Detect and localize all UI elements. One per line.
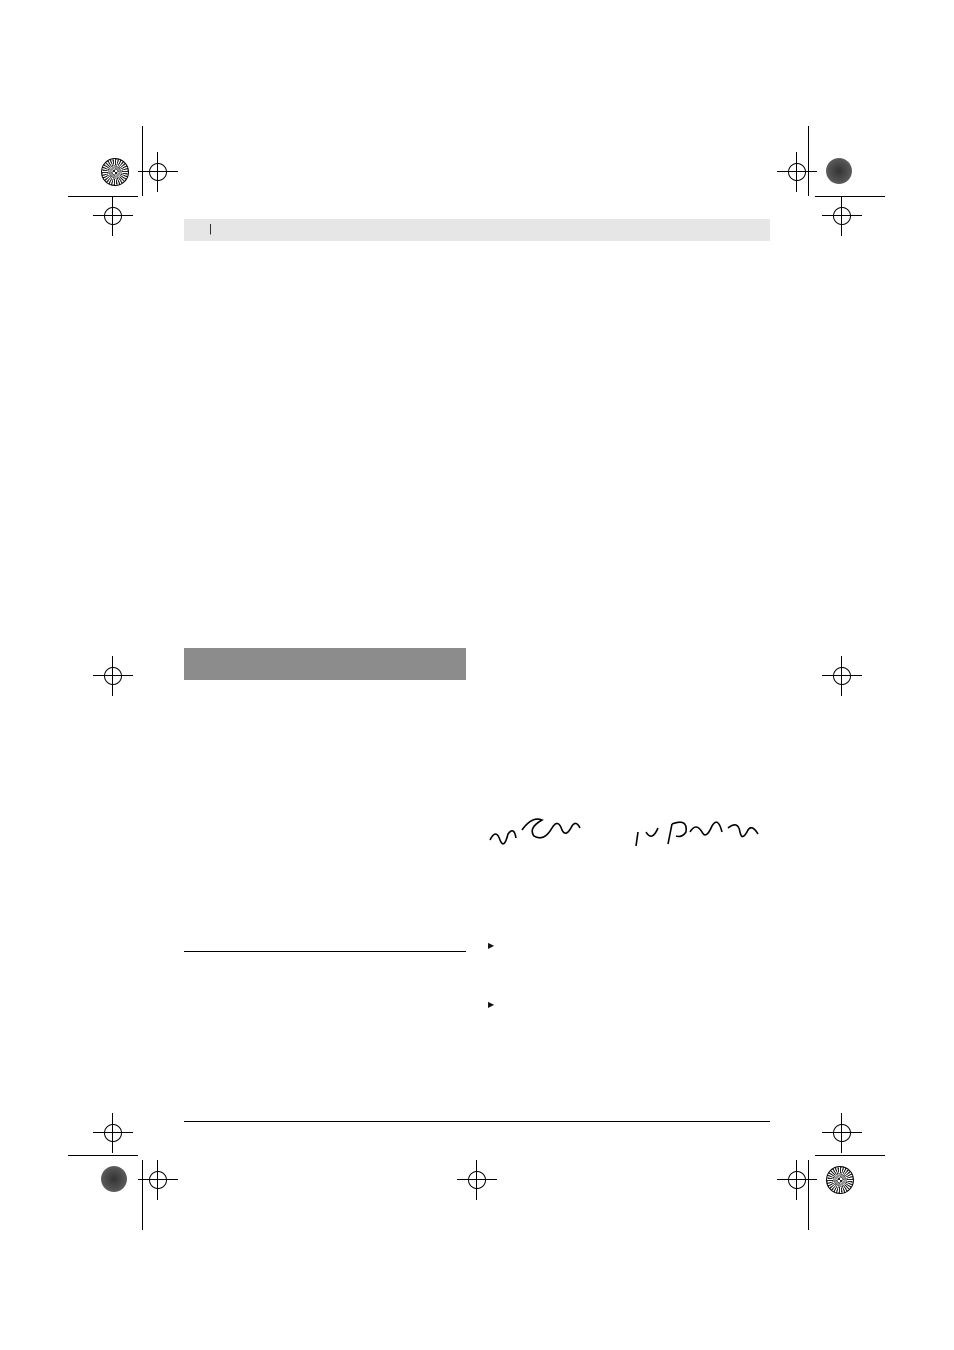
specs-col-product [184,648,350,680]
specs-col-unit [350,648,408,680]
crosshair-mark [149,163,167,181]
page-language: | [209,223,212,235]
crosshair-mark [833,1124,851,1142]
registration-mark-bottom-left [101,1166,127,1192]
registration-mark-top-left [101,158,129,186]
crosshair-mark [788,163,806,181]
arrow-icon: ▶ [488,1000,495,1009]
crosshair-mark [468,1171,486,1189]
footer-rule [184,1121,770,1122]
page-header-bar [184,219,770,241]
specs-divider [184,951,466,952]
crop-line [68,196,138,197]
crop-line [808,1160,809,1230]
registration-mark-top-right [826,158,852,184]
crop-line [142,126,143,196]
crop-line [142,1160,143,1230]
crop-line [815,1155,885,1156]
crosshair-mark [788,1171,806,1189]
specs-col-model [408,648,466,680]
crosshair-mark [833,207,851,225]
crop-line [808,126,809,196]
crop-line [815,196,885,197]
crosshair-mark [104,1124,122,1142]
crosshair-mark [104,207,122,225]
crosshair-mark [833,667,851,685]
registration-mark-bottom-right [826,1166,854,1194]
crosshair-mark [149,1171,167,1189]
handwritten-signatures [488,810,773,860]
arrow-icon: ▶ [488,941,495,950]
specs-table [184,648,466,680]
crop-line [68,1155,138,1156]
crosshair-mark [104,667,122,685]
